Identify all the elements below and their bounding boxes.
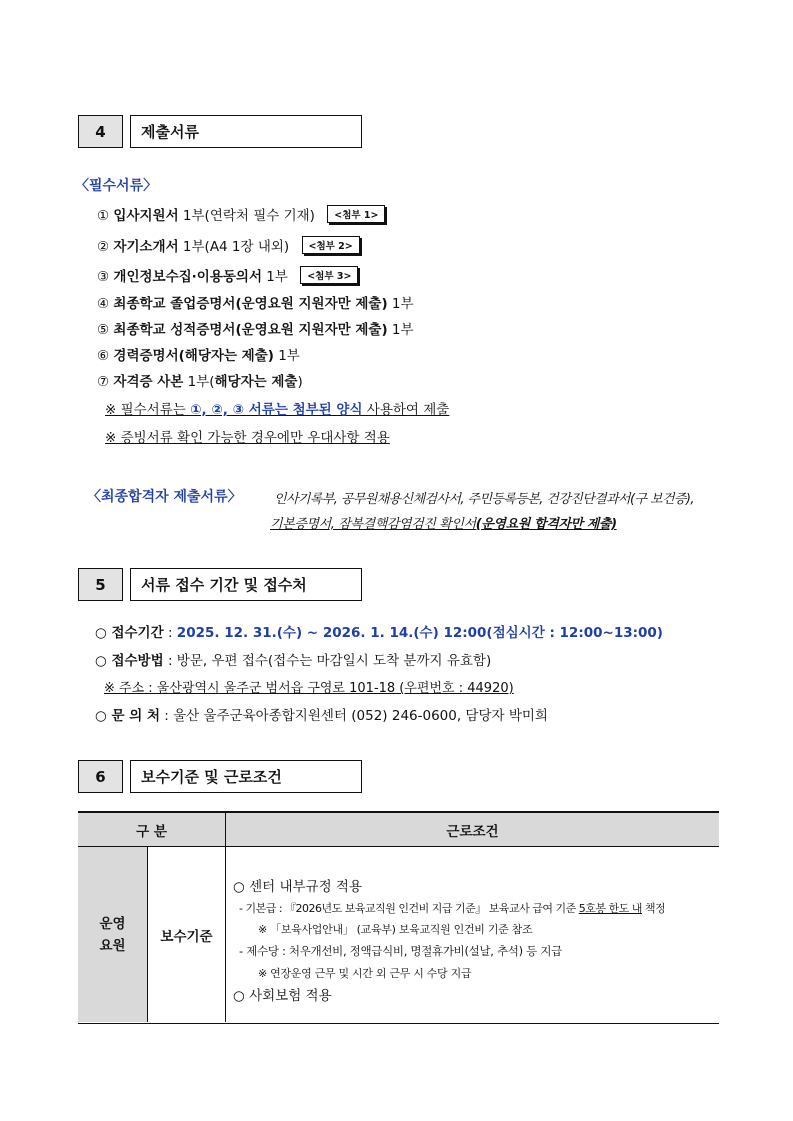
conditions-cell [226,847,719,1022]
condition-overtime-note: ※ 연장운영 근무 및 시간 외 근무 시 수당 지급 [258,967,472,980]
receipt-contact: ○ 문 의 처 : 울산 울주군육아종합지원센터 (052) 246-0600, 담당자 박미희 [95,708,548,724]
section-number: 6 [78,760,123,793]
header-category: 구 분 [78,813,226,847]
section-title: 서류 접수 기간 및 접수처 [130,568,362,601]
section-6-header [78,760,362,793]
header-conditions: 근로조건 [446,824,499,840]
required-item-3: ③ 개인정보수집·이용동의서 1부 <첨부 3> [97,265,358,285]
required-item-1: ① 입사지원서 1부(연락처 필수 기재) <첨부 1> [97,204,385,224]
condition-base-pay-note: ※ 「보육사업안내」 (교육부) 보육교직원 인건비 기준 참조 [258,923,533,936]
final-docs-heading: 〈최종합격자 제출서류〉 [87,489,242,505]
section-number: 4 [78,115,123,148]
receipt-method: ○ 접수방법 : 방문, 우편 접수(접수는 마감일시 도착 분까지 유효함) [95,653,492,669]
group-cell: 운영 요원 [78,847,148,1022]
final-docs-line-1: 인사기록부, 공무원채용신체검사서, 주민등록등본, 건강진단결과서(구 보건증), [274,492,694,507]
attachment-badge: <첨부 2> [302,236,360,254]
condition-internal-rule: ○ 센터 내부규정 적용 [233,879,362,895]
condition-base-pay: - 기본급 : 『2026년도 보육교직원 인건비 지급 기준』 보육교사 급여 기준 5호봉 한도 내 책정 [239,902,666,915]
receipt-address: ※ 주소 : 울산광역시 울주군 범서읍 구영로 101-18 (우편번호 : 44920) [104,681,514,696]
sub-category-cell: 보수기준 [148,847,226,1022]
attachment-badge: <첨부 1> [327,205,385,223]
required-item-6: ⑥ 경력증명서(해당자는 제출) 1부 [97,348,300,364]
condition-allowances: - 제수당 : 처우개선비, 정액급식비, 명절휴가비(설날, 추석) 등 지급 [239,944,562,958]
required-item-5: ⑤ 최종학교 성적증명서(운영요원 지원자만 제출) 1부 [97,322,414,338]
required-item-4: ④ 최종학교 졸업증명서(운영요원 지원자만 제출) 1부 [97,296,414,312]
final-docs-line-2: 기본증명서, 잠복결핵감염검진 확인서(운영요원 합격자만 제출) [270,517,617,532]
required-docs-heading: 〈필수서류〉 [75,178,158,194]
required-item-2: ② 자기소개서 1부(A4 1장 내외) <첨부 2> [97,235,360,255]
required-docs-note: ※ 필수서류는 ①, ②, ③ 서류는 첨부된 양식 사용하여 제출 [105,402,450,418]
section-5-header [78,568,362,601]
condition-social-insurance: ○ 사회보험 적용 [233,988,332,1004]
attachment-badge: <첨부 3> [300,266,358,284]
section-title: 제출서류 [130,115,362,148]
section-title: 보수기준 및 근로조건 [130,760,362,793]
required-item-7: ⑦ 자격증 사본 1부(해당자는 제출) [97,374,303,390]
section-4-header [78,115,362,148]
receipt-period: ○ 접수기간 : 2025. 12. 31.(수) ~ 2026. 1. 14.(수) 12:00(점심시간 : 12:00~13:00) [95,625,663,641]
section-number: 5 [78,568,123,601]
pay-conditions-table [78,811,719,1024]
table-header [78,811,719,847]
evidence-note: ※ 증빙서류 확인 가능한 경우에만 우대사항 적용 [105,430,390,446]
table-row [78,847,719,1024]
